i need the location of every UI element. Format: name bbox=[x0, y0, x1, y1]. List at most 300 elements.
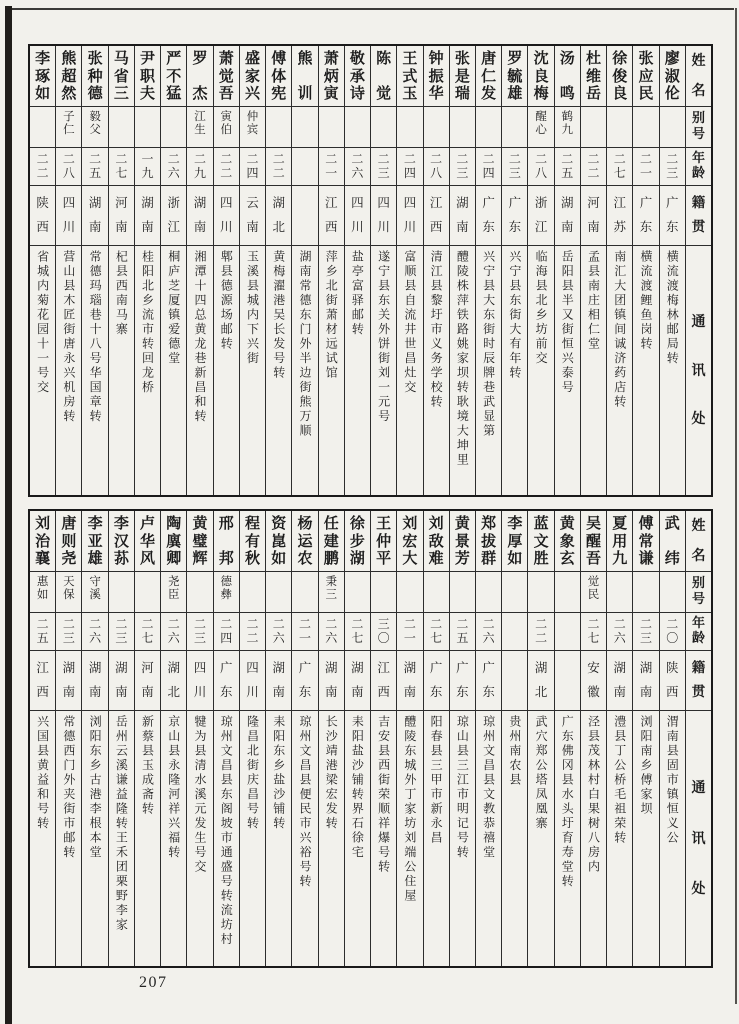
person-alias bbox=[240, 107, 265, 148]
character: 湖 bbox=[403, 660, 417, 676]
character: 二 bbox=[613, 152, 626, 167]
character: 四 bbox=[482, 165, 495, 180]
person-alias bbox=[240, 572, 265, 613]
character: 夫 bbox=[140, 84, 156, 102]
character: 川 bbox=[62, 219, 76, 235]
person-address-text: 孟县南庄相仁堂 bbox=[586, 250, 601, 352]
character: 蓝 bbox=[533, 514, 549, 532]
character: 二 bbox=[561, 152, 574, 167]
character: 守 bbox=[89, 574, 101, 588]
person-age bbox=[345, 148, 370, 186]
person-age bbox=[397, 613, 422, 651]
person-age bbox=[135, 148, 160, 186]
character: 资 bbox=[271, 514, 287, 532]
person-alias bbox=[30, 107, 55, 148]
person-address-text: 兴国县黄益和号转 bbox=[35, 715, 50, 831]
person-origin bbox=[528, 186, 553, 246]
character: 秋 bbox=[244, 549, 260, 567]
character: 体 bbox=[271, 66, 287, 85]
person-address-text: 营山县木匠街唐永兴机房转 bbox=[61, 250, 76, 424]
character: 湖 bbox=[62, 660, 76, 676]
character: 承 bbox=[349, 66, 365, 85]
character: 南 bbox=[639, 684, 653, 700]
character: 东 bbox=[639, 219, 653, 235]
character: 罗 bbox=[192, 49, 208, 67]
person-alias bbox=[266, 572, 291, 613]
character: 二 bbox=[246, 630, 259, 645]
person-alias bbox=[345, 107, 370, 148]
person-address bbox=[30, 711, 55, 966]
person-name bbox=[82, 511, 107, 572]
character: 华 bbox=[428, 84, 444, 102]
person-column bbox=[134, 46, 160, 495]
person-alias bbox=[528, 572, 553, 613]
person-alias bbox=[607, 572, 632, 613]
character: 四 bbox=[220, 630, 233, 645]
character: 湖 bbox=[88, 195, 102, 211]
person-address-text: 琼州文昌县文教恭禧堂 bbox=[481, 715, 496, 860]
character: 刘 bbox=[402, 514, 418, 532]
character: 二 bbox=[36, 165, 49, 180]
person-age bbox=[292, 613, 317, 651]
person-column bbox=[449, 46, 475, 495]
person-column bbox=[554, 46, 580, 495]
character: 东 bbox=[220, 684, 233, 700]
character: 玄 bbox=[559, 549, 575, 567]
character: 通 bbox=[691, 313, 706, 330]
person-column bbox=[344, 46, 370, 495]
person-age bbox=[581, 613, 606, 651]
page-top-edge-line bbox=[12, 8, 734, 10]
person-address-text: 常德玛瑙巷十八号华国章转 bbox=[88, 250, 103, 424]
character: 琢 bbox=[35, 66, 51, 85]
character: 四 bbox=[193, 660, 207, 676]
person-age bbox=[30, 148, 55, 186]
character: 八 bbox=[430, 165, 443, 180]
page-left-edge-shadow bbox=[5, 6, 12, 1024]
person-column bbox=[318, 46, 344, 495]
character: 六 bbox=[325, 630, 338, 645]
person-alias bbox=[56, 572, 81, 613]
person-alias bbox=[82, 107, 107, 148]
character: 三 bbox=[194, 630, 207, 645]
character: 一 bbox=[298, 630, 311, 645]
character: 沈 bbox=[533, 49, 549, 67]
character: 徐 bbox=[612, 49, 628, 67]
character: 宏 bbox=[402, 531, 418, 550]
character: 鹤 bbox=[561, 109, 574, 123]
character: 三 bbox=[113, 84, 129, 102]
character: 东 bbox=[456, 684, 469, 700]
character: 湖 bbox=[561, 195, 574, 211]
character: 三 bbox=[640, 630, 653, 645]
person-origin bbox=[292, 651, 317, 711]
character: 唐 bbox=[61, 514, 77, 532]
person-name bbox=[607, 46, 632, 107]
person-name bbox=[319, 511, 344, 572]
person-age bbox=[266, 613, 291, 651]
person-address-text: 琼山县三江市明记号转 bbox=[455, 715, 470, 860]
character: 家 bbox=[244, 66, 260, 85]
person-address-text: 富顺县自流井世昌灶交 bbox=[402, 250, 417, 395]
person-address-text: 新蔡县玉成斋转 bbox=[140, 715, 155, 817]
character: 一 bbox=[640, 165, 653, 180]
character: 黄 bbox=[454, 514, 470, 532]
person-age bbox=[555, 148, 580, 186]
character: 四 bbox=[351, 195, 364, 211]
character: 九 bbox=[194, 165, 207, 180]
character: 广 bbox=[298, 660, 312, 676]
person-address bbox=[397, 246, 422, 495]
character: 二 bbox=[587, 152, 600, 167]
character: 廖 bbox=[664, 49, 680, 67]
person-column bbox=[606, 46, 632, 495]
person-origin bbox=[345, 651, 370, 711]
header-address bbox=[686, 711, 711, 966]
person-age bbox=[345, 613, 370, 651]
character: 觉 bbox=[376, 84, 392, 102]
person-age bbox=[424, 148, 449, 186]
character: 南 bbox=[456, 219, 469, 235]
person-address bbox=[555, 711, 580, 966]
character: 河 bbox=[115, 195, 128, 211]
person-address bbox=[607, 711, 632, 966]
person-age bbox=[30, 613, 55, 651]
person-column bbox=[554, 511, 580, 966]
character: 广 bbox=[639, 195, 653, 211]
character: 年 bbox=[691, 151, 705, 167]
character: 通 bbox=[691, 780, 706, 797]
character: 二 bbox=[220, 617, 233, 632]
character: 湖 bbox=[324, 660, 338, 676]
character: 二 bbox=[167, 152, 180, 167]
character: 尧 bbox=[168, 574, 180, 588]
person-alias bbox=[660, 107, 685, 148]
person-age bbox=[660, 148, 685, 186]
person-column bbox=[580, 46, 606, 495]
person-address bbox=[292, 711, 317, 966]
person-alias bbox=[56, 107, 81, 148]
character: 三 bbox=[62, 630, 75, 645]
person-column bbox=[423, 46, 449, 495]
person-address-text: 郫县德源场邮转 bbox=[219, 250, 234, 352]
character: 罗 bbox=[507, 49, 523, 67]
character: 厚 bbox=[507, 531, 523, 550]
person-address-text: 浏阳东乡古港李根本堂 bbox=[88, 715, 103, 860]
character: 广 bbox=[220, 660, 233, 676]
person-age bbox=[607, 148, 632, 186]
person-address-text: 犍为县清水溪元发生号交 bbox=[193, 715, 208, 875]
character: 张 bbox=[87, 49, 103, 67]
character: 玉 bbox=[402, 84, 418, 102]
person-address-text: 醴陵株萍铁路姚家坝转耿境大坤里 bbox=[455, 250, 470, 468]
person-address-text: 湖南常德东门外半边街熊万顺 bbox=[297, 250, 312, 439]
character: 二 bbox=[115, 617, 128, 632]
person-address bbox=[424, 711, 449, 966]
person-address bbox=[476, 711, 501, 966]
character: 民 bbox=[587, 587, 600, 602]
person-age bbox=[555, 613, 580, 651]
person-address bbox=[161, 711, 186, 966]
person-origin bbox=[187, 186, 212, 246]
person-alias bbox=[397, 572, 422, 613]
character: 良 bbox=[612, 84, 628, 102]
character: 二 bbox=[194, 617, 207, 632]
person-column bbox=[396, 46, 422, 495]
character: 龄 bbox=[691, 630, 705, 646]
character: 处 bbox=[691, 411, 706, 428]
person-address bbox=[240, 246, 265, 495]
person-address bbox=[581, 246, 606, 495]
character: 苏 bbox=[613, 219, 627, 235]
person-alias bbox=[266, 107, 291, 148]
character: 河 bbox=[141, 660, 154, 676]
character: 文 bbox=[533, 531, 549, 550]
person-address-text: 兴宁县东街大有年转 bbox=[507, 250, 522, 381]
character: 二 bbox=[325, 617, 338, 632]
character: 难 bbox=[428, 549, 444, 567]
character: 湖 bbox=[272, 660, 285, 676]
person-address bbox=[82, 246, 107, 495]
person-column bbox=[659, 511, 685, 966]
character: 瑞 bbox=[454, 84, 470, 102]
character: 江 bbox=[429, 195, 443, 211]
character: 二 bbox=[36, 617, 49, 632]
person-address-text: 耒阳盐沙铺转界石徐宅 bbox=[350, 715, 365, 860]
character: 二 bbox=[167, 617, 180, 632]
person-address bbox=[135, 711, 160, 966]
character: 熊 bbox=[61, 49, 77, 67]
character: 钟 bbox=[428, 49, 444, 67]
person-address bbox=[660, 246, 685, 495]
person-address bbox=[528, 246, 553, 495]
person-age bbox=[214, 148, 239, 186]
character: 邢 bbox=[218, 514, 234, 532]
character: 七 bbox=[141, 630, 154, 645]
character: 别 bbox=[691, 111, 705, 127]
person-origin bbox=[424, 651, 449, 711]
character: 二 bbox=[640, 617, 653, 632]
person-address-text: 兴宁县大东街时辰牌巷武显第 bbox=[481, 250, 496, 439]
character: 步 bbox=[349, 531, 365, 550]
character: 寅 bbox=[323, 84, 339, 102]
character: 一 bbox=[403, 630, 416, 645]
person-address bbox=[397, 711, 422, 966]
person-address bbox=[528, 711, 553, 966]
character: 严 bbox=[166, 49, 182, 67]
character: 南 bbox=[115, 219, 128, 235]
person-alias bbox=[660, 572, 685, 613]
person-alias bbox=[450, 572, 475, 613]
header-alias bbox=[686, 572, 711, 613]
person-origin bbox=[319, 651, 344, 711]
person-name bbox=[240, 46, 265, 107]
person-address-text: 浏阳南乡傅家坝 bbox=[639, 715, 653, 817]
character: 雄 bbox=[87, 549, 103, 567]
person-origin bbox=[240, 186, 265, 246]
character: 马 bbox=[113, 49, 129, 67]
character: 五 bbox=[561, 165, 574, 180]
person-origin bbox=[161, 186, 186, 246]
person-name bbox=[476, 46, 501, 107]
character: 常 bbox=[638, 531, 654, 550]
character: 南 bbox=[193, 219, 207, 235]
character: 然 bbox=[61, 84, 77, 102]
character: 群 bbox=[481, 549, 497, 567]
person-address bbox=[109, 711, 134, 966]
person-address bbox=[555, 246, 580, 495]
character: 二 bbox=[194, 152, 207, 167]
person-name bbox=[292, 511, 317, 572]
person-address bbox=[450, 246, 475, 495]
character: 吴 bbox=[586, 514, 602, 532]
character: 敌 bbox=[428, 531, 444, 550]
character: 象 bbox=[559, 531, 575, 550]
character: 三 bbox=[325, 587, 337, 602]
person-address bbox=[345, 246, 370, 495]
character: 杜 bbox=[586, 49, 602, 67]
person-origin bbox=[135, 186, 160, 246]
character: 汤 bbox=[559, 49, 575, 67]
person-origin bbox=[266, 651, 291, 711]
character: 南 bbox=[403, 684, 417, 700]
person-origin bbox=[581, 186, 606, 246]
person-name bbox=[30, 511, 55, 572]
character: 八 bbox=[535, 165, 548, 180]
person-address-text: 横流渡梅林邮局转 bbox=[665, 250, 680, 366]
person-alias bbox=[397, 107, 422, 148]
person-column bbox=[318, 511, 344, 966]
character: 湖 bbox=[349, 549, 365, 567]
character: 二 bbox=[36, 152, 49, 167]
person-address bbox=[424, 246, 449, 495]
person-name bbox=[30, 46, 55, 107]
person-origin bbox=[214, 651, 239, 711]
character: 姓 bbox=[691, 518, 706, 534]
character: 四 bbox=[62, 195, 76, 211]
character: 南 bbox=[561, 219, 574, 235]
character: 二 bbox=[141, 617, 154, 632]
person-name bbox=[161, 511, 186, 572]
character: 应 bbox=[638, 66, 654, 85]
person-address-text: 澧县丁公桥毛祖荣转 bbox=[612, 715, 627, 846]
person-column bbox=[475, 46, 501, 495]
character: 二 bbox=[246, 617, 259, 632]
person-address-text: 南汇大团镇间诚济药店转 bbox=[612, 250, 627, 410]
person-name bbox=[502, 46, 527, 107]
person-age bbox=[109, 613, 134, 651]
person-address-text: 泾县茂林村白果树八房内 bbox=[586, 715, 601, 875]
person-column bbox=[606, 511, 632, 966]
character: 芳 bbox=[454, 549, 470, 567]
character: 如 bbox=[507, 549, 523, 567]
character: 北 bbox=[534, 684, 548, 700]
character: 二 bbox=[246, 152, 259, 167]
person-name bbox=[555, 46, 580, 107]
character: 仁 bbox=[63, 122, 75, 137]
character: 六 bbox=[613, 630, 626, 645]
person-name bbox=[502, 511, 527, 572]
character: 二 bbox=[62, 617, 75, 632]
person-origin bbox=[135, 651, 160, 711]
character: 维 bbox=[586, 66, 602, 85]
character: 四 bbox=[403, 195, 417, 211]
character: 四 bbox=[246, 165, 259, 180]
header-origin bbox=[686, 186, 711, 246]
character: 兴 bbox=[244, 84, 260, 102]
person-origin bbox=[240, 651, 265, 711]
person-column bbox=[291, 511, 317, 966]
person-address-text: 清江县黎圩市义务学校转 bbox=[429, 250, 444, 410]
character: 南 bbox=[613, 684, 627, 700]
character: 名 bbox=[691, 548, 706, 564]
character: 〇 bbox=[377, 630, 390, 645]
character: 东 bbox=[482, 684, 495, 700]
character: 邦 bbox=[218, 549, 234, 567]
person-name bbox=[528, 511, 553, 572]
character: 运 bbox=[297, 531, 313, 550]
character: 二 bbox=[89, 152, 102, 167]
person-name bbox=[660, 511, 685, 572]
person-column bbox=[632, 46, 658, 495]
character: 西 bbox=[36, 684, 49, 700]
character: 刘 bbox=[428, 514, 444, 532]
person-age bbox=[266, 148, 291, 186]
person-address bbox=[135, 246, 160, 495]
character: 湖 bbox=[115, 660, 128, 676]
character: 天 bbox=[63, 574, 75, 588]
person-alias bbox=[607, 107, 632, 148]
person-age bbox=[135, 613, 160, 651]
character: 西 bbox=[377, 684, 390, 700]
person-column bbox=[81, 511, 107, 966]
person-column bbox=[239, 46, 265, 495]
person-address bbox=[292, 246, 317, 495]
person-alias bbox=[371, 572, 396, 613]
person-alias bbox=[581, 572, 606, 613]
person-address-text: 遂宁县东关外饼街刘一元号 bbox=[376, 250, 391, 424]
person-alias bbox=[345, 572, 370, 613]
person-age bbox=[502, 613, 527, 651]
person-age bbox=[607, 613, 632, 651]
person-address-text: 京山县永隆河祥兴福转 bbox=[166, 715, 181, 860]
character: 四 bbox=[246, 660, 259, 676]
character: 四 bbox=[220, 195, 233, 211]
person-origin bbox=[319, 186, 344, 246]
character: 湖 bbox=[639, 660, 653, 676]
person-origin bbox=[397, 186, 422, 246]
character: 仲 bbox=[246, 109, 259, 123]
character: 年 bbox=[691, 616, 705, 632]
character: 三 bbox=[115, 630, 128, 645]
character: 二 bbox=[535, 152, 548, 167]
character: 三 bbox=[456, 165, 469, 180]
person-age bbox=[397, 148, 422, 186]
header-age bbox=[686, 613, 711, 651]
person-alias bbox=[292, 572, 317, 613]
character: 傅 bbox=[638, 514, 654, 532]
person-alias bbox=[502, 107, 527, 148]
person-alias bbox=[633, 107, 658, 148]
character: 二 bbox=[298, 617, 311, 632]
person-alias bbox=[450, 107, 475, 148]
person-origin bbox=[82, 186, 107, 246]
character: 〇 bbox=[666, 630, 679, 645]
character: 三 bbox=[377, 165, 390, 180]
person-age bbox=[56, 613, 81, 651]
person-address bbox=[266, 246, 291, 495]
character: 二 bbox=[535, 630, 548, 645]
